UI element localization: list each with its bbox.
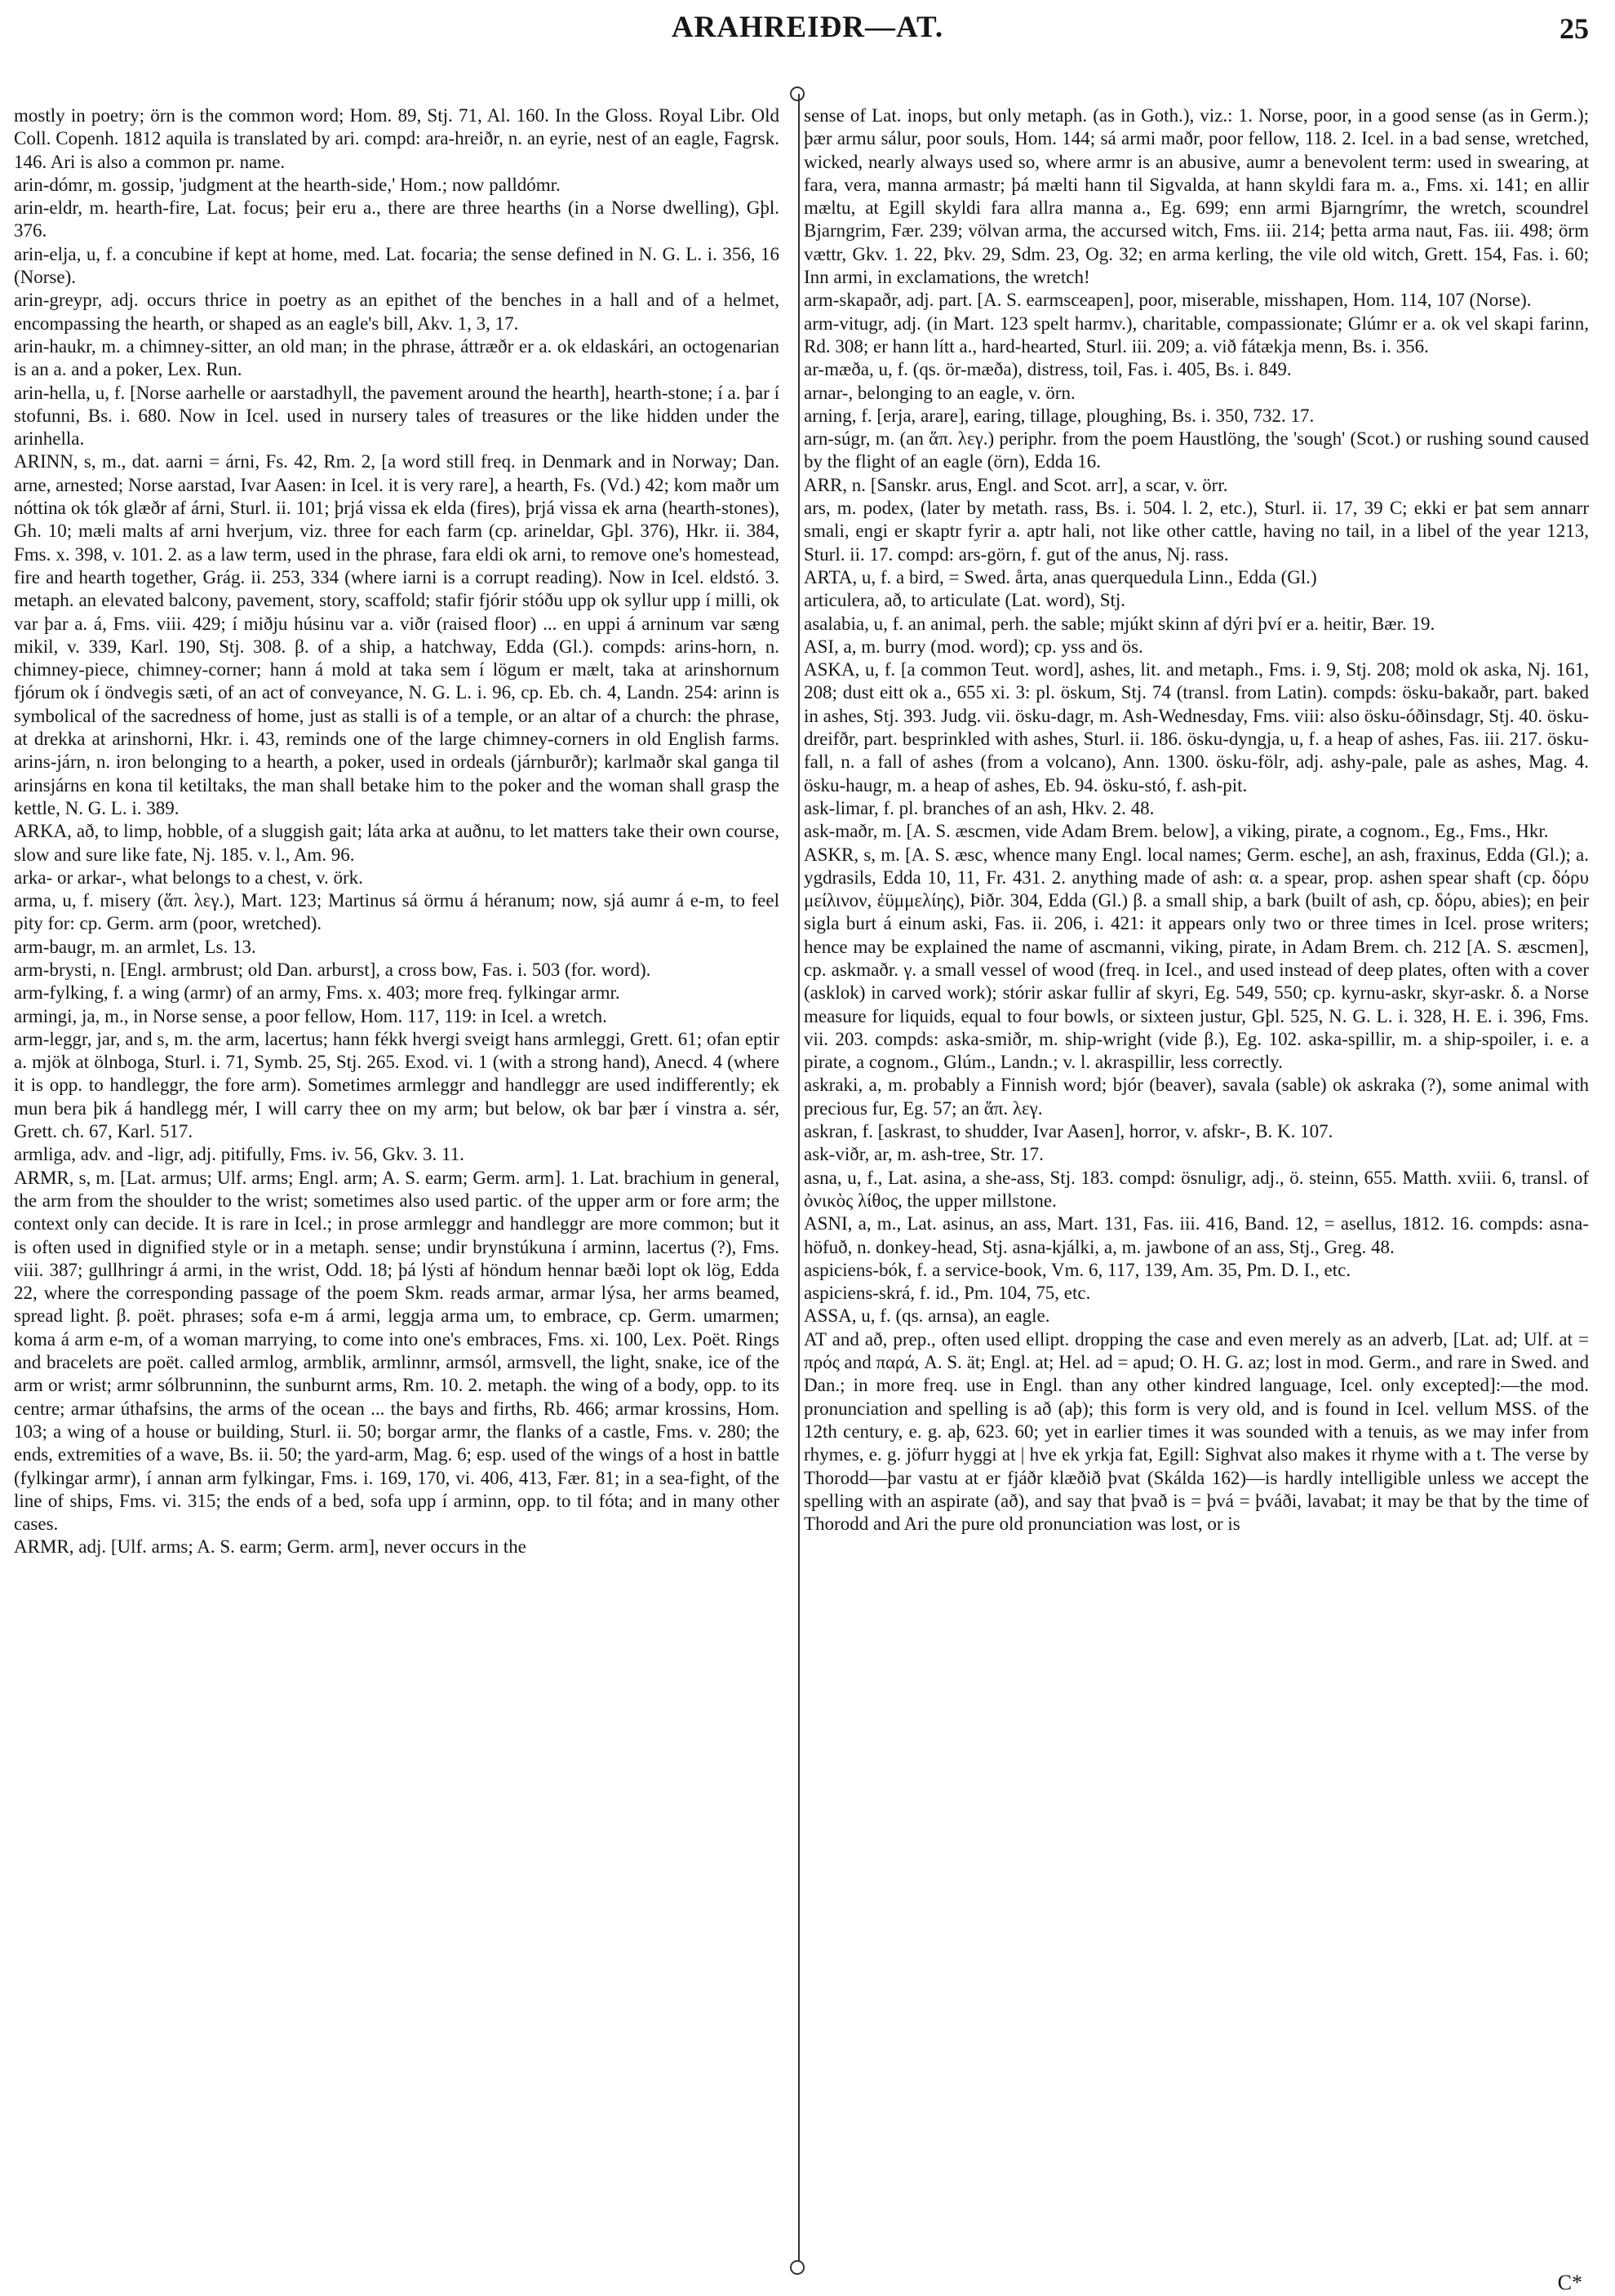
dictionary-entry: arma, u, f. misery (ἅπ. λεγ.), Mart. 123; Martinus sá örmu á héranum; now, sjá aumr á e-m, to feel pity for: cp. Germ. arm (poor, wretched). (14, 890, 779, 934)
dictionary-entry: articulera, að, to articulate (Lat. word), Stj. (804, 590, 1126, 611)
dictionary-entry: arin-elja, u, f. a concubine if kept at home, med. Lat. focaria; the sense defined in N. G. L. i. 356, 16 (Norse). (14, 243, 779, 288)
dictionary-entry: arm-leggr, jar, and s, m. the arm, lacertus; hann fékk hvergi sveigt hans armleggi, Grett. 61; ofan eptir a. mjök at ölnboga, Sturl. i. 71, Symb. 25, Stj. 265. Exod. vi. 1 (with a strong hand), Anecd. 4 (where it is opp. to handleggr, the fore arm). Sometimes armleggr and handleggr are used indifferently; ek mun bera þik á handlegg mér, I will carry thee on my arm; but below, ok bar þær í vinstra a. sér, Grett. ch. 67, Karl. 517. (14, 1028, 779, 1142)
dictionary-entry: ask-limar, f. pl. branches of an ash, Hkv. 2. 48. (804, 797, 1155, 818)
dictionary-entry: arm-fylking, f. a wing (armr) of an army, Fms. x. 403; more freq. fylkingar armr. (14, 982, 620, 1004)
dictionary-entry: sense of Lat. inops, but only metaph. (as in Goth.), viz.: 1. Norse, poor, in a good sense (as in Germ.); þær armu sálur, poor souls, Hom. 144; sá armi maðr, poor fellow, 118. 2. Icel. in a bad sense, wretched, wicked, nearly always used so, where armr is an abusive, aumr a benevolent term: used in swearing, at fara, vera, manna armastr; þá mælti hann til Sigvalda, at hann skyldi fara m. a., Fms. xi. 141; en allir mæltu, at Egill skyldi fara allra manna a., Eg. 699; enn armi Bjarngrímr, the wretch, scoundrel Bjarngrim, Fær. 239; völvan arma, the accursed witch, Fms. iii. 214; þetta arma naut, Fas. iii. 498; örm vættr, Gkv. 1. 22, Þkv. 29, Sdm. 23, Og. 32; en arma kerling, the vile old witch, Grett. 154, Fas. i. 60; Inn armi, in exclamations, the wretch! (804, 105, 1589, 288)
dictionary-entry: armliga, adv. and -ligr, adj. pitifully, Fms. iv. 56, Gkv. 3. 11. (14, 1144, 464, 1165)
dictionary-entry: arm-skapaðr, adj. part. [A. S. earmsceapen], poor, miserable, misshapen, Hom. 114, 107 (Norse). (804, 290, 1532, 311)
dictionary-entry: ARKA, að, to limp, hobble, of a sluggish gait; láta arka at auðnu, to let matters take their own course, slow and sure like fate, Nj. 185. v. l., Am. 96. (14, 821, 779, 865)
dictionary-entry: AT and að, prep., often used ellipt. dropping the case and even merely as an adverb, [Lat. ad; Ulf. at = πρός and παρά, A. S. ät; Engl. at; Hel. ad = apud; O. H. G. az; lost in mod. Germ., and rare in Swed. and Dan.; in more freq. use in Engl. than any other kindred language, Icel. only excepted]:—the mod. pronunciation and spelling is að (aþ); this form is very old, and is found in Icel. vellum MSS. of the 12th century, e. g. aþ, 623. 60; yet in earlier times it was sounded with a tenuis, as we may infer from rhymes, e. g. jöfurr hyggi at | hve ek yrkja fat, Egill: Sighvat also makes it rhyme with a t. The verse by Thorodd—þar vastu at er fjáðr klæðið þvat (Skálda 162)—is hardly intelligible unless we accept the spelling with an aspirate (að), and say that þvað is = þvá = þváði, lavabat; it may be that by the time of Thorodd and Ari the pure old pronunciation was lost, or is (804, 1328, 1589, 1535)
dictionary-entry: asna, u, f., Lat. asina, a she-ass, Stj. 183. compd: ösnuligr, adj., ö. steinn, 655. Matth. xviii. 6, transl. of ὀνικὸς λίθος, the upper millstone. (804, 1167, 1589, 1211)
left-column (14, 104, 779, 1559)
dictionary-entry: aspiciens-bók, f. a service-book, Vm. 6, 117, 139, Am. 35, Pm. D. I., etc. (804, 1259, 1351, 1280)
dictionary-entry: ASI, a, m. burry (mod. word); cp. yss and ös. (804, 636, 1143, 657)
dictionary-entry: ARR, n. [Sanskr. arus, Engl. and Scot. arr], a scar, v. örr. (804, 474, 1228, 495)
dictionary-entry: ask-maðr, m. [A. S. æscmen, vide Adam Brem. below], a viking, pirate, a cognom., Eg., Fms., Hkr. (804, 821, 1549, 842)
dictionary-entry: mostly in poetry; örn is the common word; Hom. 89, Stj. 71, Al. 160. In the Gloss. Royal Libr. Old Coll. Copenh. 1812 aquila is translated by ari. compd: ara-hreiðr, n. an eyrie, nest of an eagle, Fagrsk. 146. Ari is also a common pr. name. (14, 105, 779, 172)
dictionary-entry: arning, f. [erja, arare], earing, tillage, ploughing, Bs. i. 350, 732. 17. (804, 405, 1315, 426)
dictionary-entry: arin-dómr, m. gossip, 'judgment at the hearth-side,' Hom.; now palldómr. (14, 174, 561, 195)
column-divider-rule (798, 94, 800, 2264)
dictionary-entry: ars, m. podex, (later by metath. rass, Bs. i. 504. l. 2, etc.), Sturl. ii. 17, 39 C; ekki er þat sem annarr smali, engi er skaptr fyrir a. aptr hali, not like other cattle, having no tail, in a libel of the year 1213, Sturl. ii. 17. compd: ars-görn, f. gut of the anus, Nj. rass. (804, 498, 1589, 565)
dictionary-entry: arn-súgr, m. (an ἅπ. λεγ.) periphr. from the poem Haustlöng, the 'sough' (Scot.) or rushing sound caused by the flight of an eagle (örn), Edda 16. (804, 428, 1589, 472)
column-rule-top-ornament (790, 86, 805, 101)
dictionary-entry: ARMR, adj. [Ulf. arms; A. S. earm; Germ. arm], never occurs in the (14, 1536, 526, 1558)
dictionary-entry: arm-vitugr, adj. (in Mart. 123 spelt harmv.), charitable, compassionate; Glúmr er a. ok vel skapi farinn, Rd. 308; er hann lítt a., hard-hearted, Sturl. iii. 209; a. við fátækja menn, Bs. i. 356. (804, 312, 1589, 357)
dictionary-entry: arka- or arkar-, what belongs to a chest, v. örk. (14, 867, 363, 888)
dictionary-entry: ASSA, u, f. (qs. arnsa), an eagle. (804, 1305, 1050, 1327)
right-column (804, 104, 1589, 1536)
dictionary-entry: ASNI, a, m., Lat. asinus, an ass, Mart. 131, Fas. iii. 416, Band. 12, = asellus, 1812. 16. compds: asna-höfuð, n. donkey-head, Stj. asna-kjálki, a, m. jawbone of an ass, Stj., Greg. 48. (804, 1213, 1589, 1257)
dictionary-entry: arin-haukr, m. a chimney-sitter, an old man; in the phrase, áttræðr er a. ok eldaskári, an octogenarian is an a. and a poker, Lex. Run. (14, 335, 779, 380)
dictionary-entry: arin-greypr, adj. occurs thrice in poetry as an epithet of the benches in a hall and of a helmet, encompassing the hearth, or shaped as an eagle's bill, Akv. 1, 3, 17. (14, 290, 779, 334)
dictionary-entry: arnar-, belonging to an eagle, v. örn. (804, 382, 1076, 403)
dictionary-entry: ARINN, s, m., dat. aarni = árni, Fs. 42, Rm. 2, [a word still freq. in Denmark and in Norway; Dan. arne, arnested; Norse aarstad, Ivar Aasen: in Icel. it is very rare], a hearth, Fs. (Vd.) 42; kom maðr um nóttina ok tók glæðr af árni, Sturl. ii. 101; þrjá vissa ek elda (fires), þrjá vissa ek arna (hearth-stones), Gh. 10; mæli malts af arni hverjum, viz. three for each farm (cp. arineldar, Gþl. 376), Hkr. ii. 384, Fms. x. 398, v. 101. 2. as a law term, used in the phrase, fara eldi ok arni, to remove one's homestead, fire and hearth together, Grág. ii. 253, 334 (where iarni is a corrupt reading). Now in Icel. eldstó. 3. metaph. an elevated balcony, pavement, story, scaffold; stafir fjórir stóðu upp ok syllur upp í milli, ok var þar a. á, Fms. viii. 429; í miðju húsinu var a. viðr (raised floor) ... en uppi á arninum var sæng mikil, v. 339, Karl. 190, Stj. 308. β. of a ship, a hatchway, Edda (Gl.). compds: arins-horn, n. chimney-piece, chimney-corner; hann á mold at taka sem í lögum er mælt, taka at arinshornum fjórum ok í öndvegis sæti, of an act of conveyance, N. G. L. i. 96, cp. Eb. ch. 4, Landn. 254: arinn is symbolical of the sacredness of home, just as stalli is of a temple, or an altar of a church: the phrase, at drekka at arinshorni, Hkr. i. 43, reminds one of the large chimney-corners in old English farms. arins-járn, n. iron belonging to a hearth, a poker, used in ordeals (járnburðr); karlmaðr skal ganga til arinsjárns en kona til ketiltaks, the man shall betake him to the poker and the woman shall grasp the kettle, N. G. L. i. 389. (14, 451, 779, 818)
dictionary-entry: arin-hella, u, f. [Norse aarhelle or aarstadhyll, the pavement around the hearth], hearth-stone; í a. þar í stofunni, Bs. i. 680. Now in Icel. used in nursery tales of treasures or the like hidden under the arinhella. (14, 382, 779, 450)
dictionary-entry: ARTA, u, f. a bird, = Swed. årta, anas querquedula Linn., Edda (Gl.) (804, 566, 1317, 587)
dictionary-entry: arm-brysti, n. [Engl. armbrust; old Dan. arburst], a cross bow, Fas. i. 503 (for. word). (14, 959, 651, 980)
dictionary-entry: askraki, a, m. probably a Finnish word; bjór (beaver), savala (sable) ok askraka (?), some animal with precious fur, Eg. 57; an ἅπ. λεγ. (804, 1075, 1589, 1119)
dictionary-entry: ASKR, s, m. [A. S. æsc, whence many Engl. local names; Germ. esche], an ash, fraxinus, Edda (Gl.); a. ygdrasils, Edda 10, 11, Fr. 431. 2. anything made of ash: α. a spear, prop. ashen spear shaft (cp. δόρυ μείλινον, ἐϋμμελίης), Þiðr. 304, Edda (Gl.) β. a small ship, a bark (built of ash, cp. δόρυ, abies); en þeir sigla burt á einum aski, Fas. ii. 206, i. 421: it appears only two or three times in Icel. prose writers; hence may be explained the name of ascmanni, viking, pirate, in Adam Brem. ch. 212 [A. S. æscmen], cp. askmaðr. γ. a small vessel of wood (freq. in Icel., and used instead of deep plates, often with a cover (asklok) in carved work); stórir askar fullir af skyri, Eg. 549, 550; cp. kyrnu-askr, skyr-askr. δ. a Norse measure for liquids, equal to four bowls, or sixteen justur, Gþl. 525, N. G. L. i. 328, H. E. i. 396, Fms. vii. 203. compds: aska-smiðr, m. ship-wright (vide β.), Eg. 102. aska-spillir, m. a ship-spoiler, i. e. a pirate, a cognom., Glúm., Landn.; v. l. akraspillir, less correctly. (804, 844, 1589, 1073)
dictionary-entry: arin-eldr, m. hearth-fire, Lat. focus; þeir eru a., there are three hearths (in a Norse dwelling), Gþl. 376. (14, 197, 779, 242)
dictionary-entry: armingi, ja, m., in Norse sense, a poor fellow, Hom. 117, 119: in Icel. a wretch. (14, 1005, 607, 1026)
dictionary-entry: ASKA, u, f. [a common Teut. word], ashes, lit. and metaph., Fms. i. 9, Stj. 208; mold ok aska, Nj. 161, 208; dust eitt ok a., 655 xi. 3: pl. öskum, Stj. 74 (transl. from Latin). compds: ösku-bakaðr, part. baked in ashes, Stj. 393. Judg. vii. ösku-dagr, m. Ash-Wednesday, Fms. viii: also ösku-óðinsdagr, Stj. 40. ösku-dreifðr, part. besprinkled with ashes, Sturl. ii. 186. ösku-dyngja, u, f. a heap of ashes, Fas. iii. 217. ösku-fall, n. a fall of ashes (from a volcano), Ann. 1300. ösku-fölr, adj. ashy-pale, pale as ashes, Mag. 4. ösku-haugr, m. a heap of ashes, Eb. 94. ösku-stó, f. ash-pit. (804, 659, 1589, 796)
page-header-title: ARAHREIÐR—AT. (671, 11, 944, 44)
dictionary-entry: aspiciens-skrá, f. id., Pm. 104, 75, etc. (804, 1283, 1091, 1304)
page-number: 25 (1560, 12, 1589, 45)
signature-mark: C* (1557, 2271, 1582, 2294)
dictionary-entry: asalabia, u, f. an animal, perh. the sable; mjúkt skinn af dýri því er a. heitir, Bær. 19. (804, 613, 1435, 634)
dictionary-entry: arm-baugr, m. an armlet, Ls. 13. (14, 936, 256, 957)
dictionary-entry: ARMR, s, m. [Lat. armus; Ulf. arms; Engl. arm; A. S. earm; Germ. arm]. 1. Lat. brachium in general, the arm from the shoulder to the wrist; sometimes also used partic. of the upper arm or fore arm; the context only can decide. It is rare in Icel.; in prose armleggr and handleggr are more common; but it is often used in dignified style or in a metaph. sense; undir brynstúkuna í arminn, lacertus (?), Fms. viii. 387; gullhringr á armi, in the wrist, Odd. 18; þá lýsti af höndum hennar bæði lopt ok lög, Edda 22, where the corresponding passage of the poem Skm. reads armar, armar lýsa, her arms beamed, spread light. β. poët. phrases; sofa e-m á armi, leggja arma um, to embrace, cp. Germ. umarmen; koma á arm e-m, of a woman marrying, to come into one's embraces, Fms. xi. 100, Lex. Poët. Rings and bracelets are poët. called armlog, armblik, armlinnr, armsól, armsvell, the light, snake, ice of the arm or wrist; armr sólbrunninn, the sunburnt arms, Rm. 10. 2. metaph. the wing of a body, opp. to its centre; armar úthafsins, the arms of the ocean ... the bays and firths, Rb. 466; armar krossins, Hom. 103; a wing of a house or building, Sturl. ii. 50; borgar armr, the flanks of a castle, Fms. v. 280; the ends, extremities of a wave, Bs. ii. 50; the yard-arm, Mag. 6; esp. used of the wings of a host in battle (fylkingar armr), í annan arm fylkingar, Fms. i. 169, 170, vi. 406, 413, Fær. 81; in a sea-fight, of the line of ships, Fms. vi. 315; the ends of a bed, sofa upp í arminn, opp. to til fóta; and in many other cases. (14, 1167, 779, 1535)
dictionary-entry: ar-mæða, u, f. (qs. ör-mæða), distress, toil, Fas. i. 405, Bs. i. 849. (804, 359, 1292, 380)
dictionary-entry: ask-viðr, ar, m. ash-tree, Str. 17. (804, 1144, 1044, 1165)
column-rule-bottom-ornament (790, 2260, 805, 2275)
dictionary-entry: askran, f. [askrast, to shudder, Ivar Aasen], horror, v. afskr-, B. K. 107. (804, 1121, 1333, 1142)
